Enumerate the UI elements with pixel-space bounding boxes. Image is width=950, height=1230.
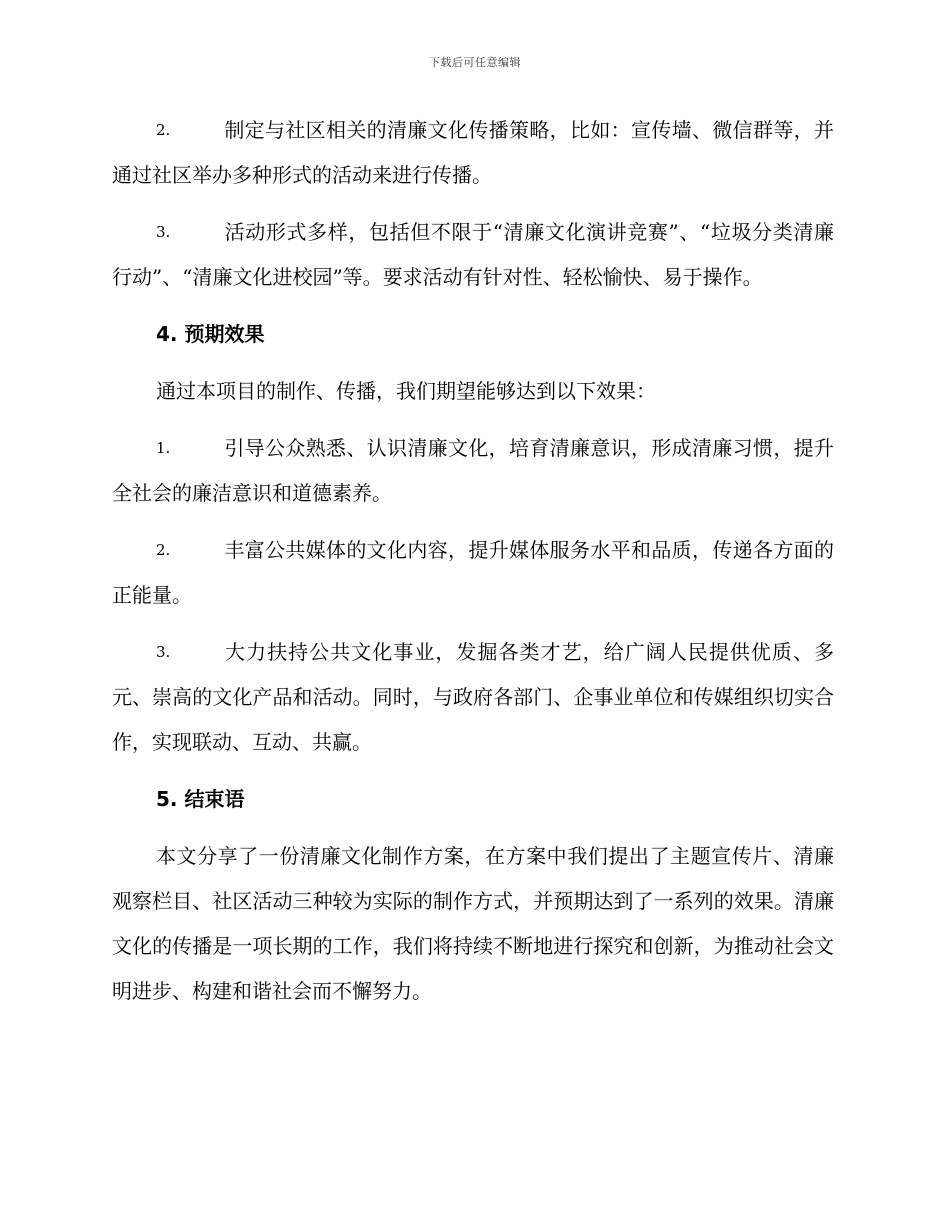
list-item — [112, 528, 834, 618]
list-number: 1. — [156, 439, 171, 457]
paragraph: 本文分享了一份清廉文化制作方案，在方案中我们提出了主题宣传片、清廉观察栏目、社区活动三种较为实际的制作方式，并预期达到了一系列的效果。清廉文化的传播是一项长期的工作，我们将持续不断地进行探究和创新，为推动社会文明进步、构建和谐社会而不懈努力。 — [112, 844, 834, 1003]
list-number: 2. — [156, 541, 171, 559]
paragraph: 通过本项目的制作、传播，我们期望能够达到以下效果： — [156, 379, 656, 403]
section-heading-conclusion: 5. 结束语 — [156, 787, 245, 811]
list-text: 活动形式多样，包括但不限于“清廉文化演讲竞赛”、“垃圾分类清廉行动”、“清廉文化进校园”等。要求活动有针对性、轻松愉快、易于操作。 — [112, 220, 834, 289]
list-text: 引导公众熟悉、认识清廉文化，培育清廉意识，形成清廉习惯，提升全社会的廉洁意识和道德素养。 — [112, 436, 834, 505]
list-number: 2. — [156, 121, 171, 139]
list-text: 大力扶持公共文化事业，发掘各类才艺，给广阔人民提供优质、多元、崇高的文化产品和活动。同时，与政府各部门、企事业单位和传媒组织切实合作，实现联动、互动、共赢。 — [112, 640, 834, 754]
section-heading-expected-effects: 4. 预期效果 — [156, 322, 265, 346]
list-item — [112, 630, 834, 765]
document-body — [112, 108, 834, 1026]
list-number: 3. — [156, 643, 171, 661]
list-text: 制定与社区相关的清廉文化传播策略，比如：宣传墙、微信群等，并通过社区举办多种形式的活动来进行传播。 — [112, 118, 834, 187]
page-header: 下载后可任意编辑 — [429, 56, 521, 69]
list-item — [112, 426, 834, 516]
list-text: 丰富公共媒体的文化内容，提升媒体服务水平和品质，传递各方面的正能量。 — [112, 538, 834, 607]
list-item — [112, 210, 834, 300]
list-item — [112, 108, 834, 198]
list-number: 3. — [156, 223, 171, 241]
